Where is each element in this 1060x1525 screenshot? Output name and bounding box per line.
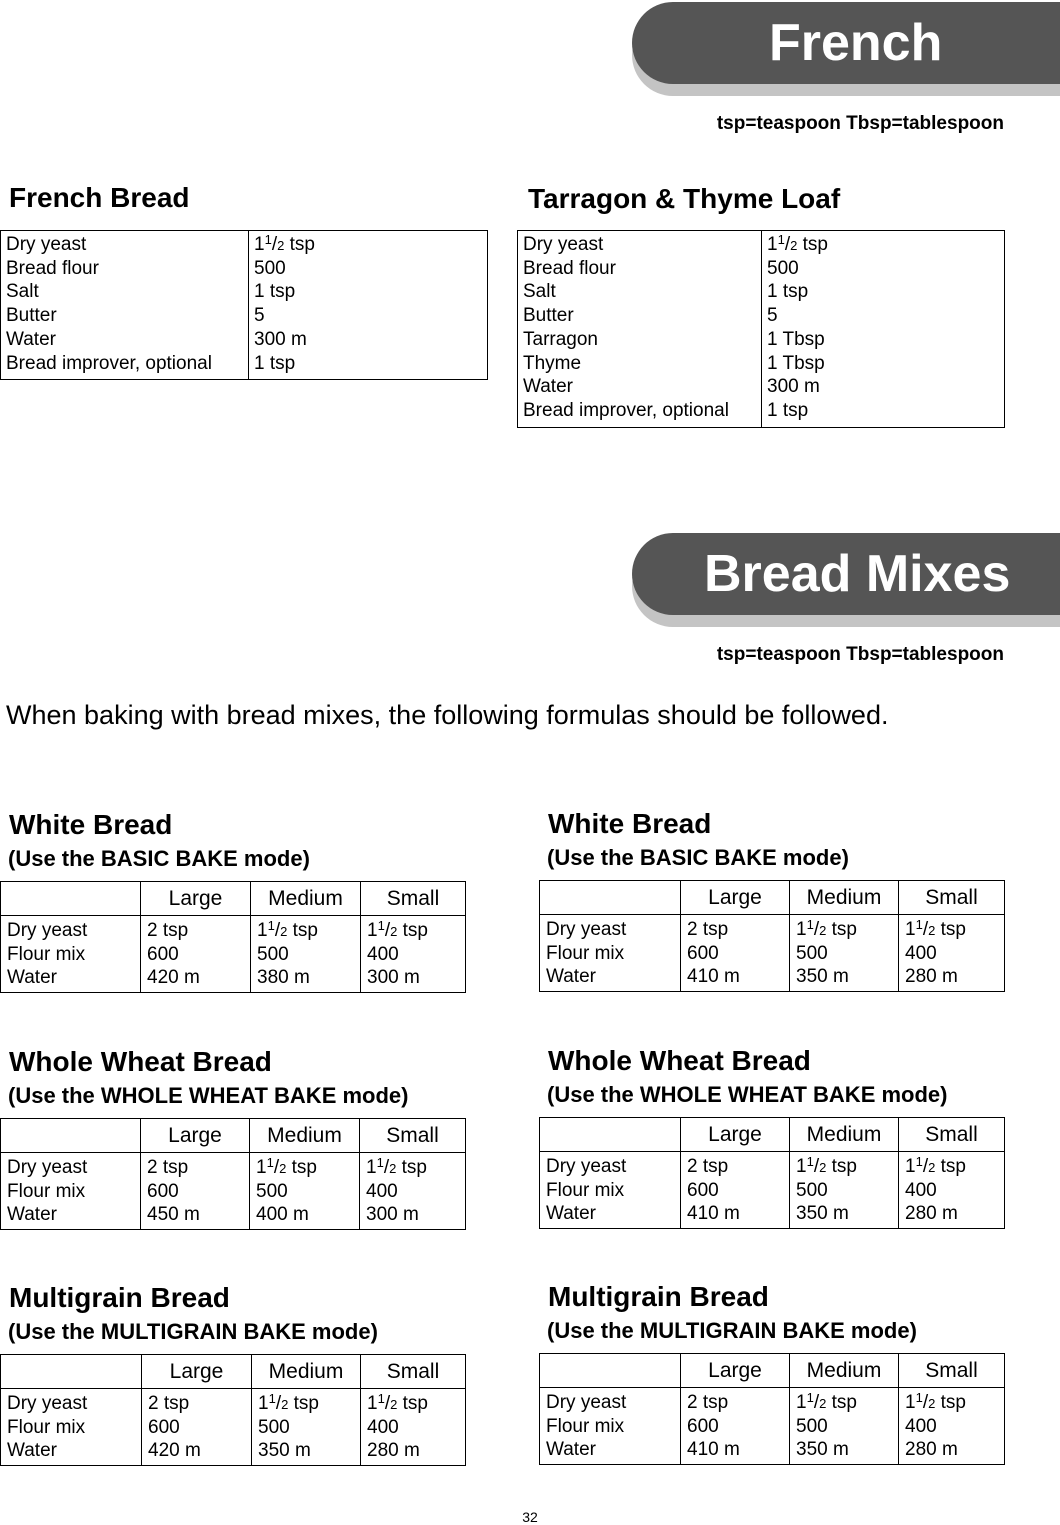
ingredient-amount: 300 m bbox=[254, 328, 307, 350]
column-header: Small bbox=[361, 882, 466, 916]
ingredient-name: Water bbox=[7, 1440, 57, 1461]
amount-cell: 2 tsp bbox=[147, 920, 189, 941]
column-header: Large bbox=[681, 881, 790, 915]
medium-amounts bbox=[790, 915, 899, 992]
medium-amounts bbox=[252, 1389, 361, 1466]
mode-note: (Use the MULTIGRAIN BAKE mode) bbox=[8, 1319, 378, 1344]
ingredient-amount: $1^1/2$ tsp bbox=[767, 232, 828, 255]
column-header: Large bbox=[141, 882, 251, 916]
amount-cell: $1^1/2$ tsp bbox=[256, 1155, 317, 1178]
column-header: Small bbox=[360, 1119, 466, 1153]
mix-table bbox=[539, 1353, 1005, 1465]
column-header: Large bbox=[142, 1355, 252, 1389]
small-amounts bbox=[899, 1152, 1005, 1229]
amount-cell: 420 m bbox=[148, 1440, 201, 1461]
amount-cell: $1^1/2$ tsp bbox=[367, 1391, 428, 1414]
ingredient-name: Bread flour bbox=[523, 257, 616, 279]
mode-note: (Use the MULTIGRAIN BAKE mode) bbox=[547, 1318, 917, 1343]
ingredient-name: Bread improver, optional bbox=[6, 352, 212, 374]
recipe-title: Tarragon & Thyme Loaf bbox=[528, 183, 841, 214]
amount-cell: 400 bbox=[367, 1416, 399, 1438]
amount-cell: $1^1/2$ tsp bbox=[905, 1154, 966, 1177]
amount-cell: 500 bbox=[796, 1179, 828, 1201]
column-header: Large bbox=[681, 1118, 790, 1152]
ingredient-amount: $1^1/2$ tsp bbox=[254, 232, 315, 255]
ingredient-amount: 1 tsp bbox=[254, 281, 296, 303]
ingredient-amount: 500 bbox=[254, 257, 286, 279]
column-header: Large bbox=[141, 1119, 250, 1153]
mix-table bbox=[539, 1117, 1005, 1229]
mode-note: (Use the WHOLE WHEAT BAKE mode) bbox=[547, 1082, 948, 1107]
amount-cell: 350 m bbox=[796, 1439, 849, 1460]
ingredient-name: Bread flour bbox=[6, 257, 99, 279]
amount-cell: 600 bbox=[148, 1416, 180, 1438]
amount-cell: 380 m bbox=[257, 967, 310, 988]
mix-title: Multigrain Bread bbox=[9, 1282, 230, 1313]
mix-title: Multigrain Bread bbox=[548, 1281, 769, 1312]
amount-cell: 2 tsp bbox=[687, 919, 729, 940]
ingredient-names bbox=[1, 1153, 141, 1230]
ingredient-names bbox=[540, 1152, 681, 1229]
large-amounts bbox=[681, 915, 790, 992]
intro-text: When baking with bread mixes, the following formulas should be followed. bbox=[6, 700, 889, 730]
column-header: Medium bbox=[252, 1355, 361, 1389]
amount-cell: $1^1/2$ tsp bbox=[796, 1154, 857, 1177]
french-tab bbox=[632, 2, 1060, 84]
header-blank bbox=[540, 881, 681, 915]
ingredient-name: Dry yeast bbox=[7, 1393, 88, 1414]
mode-note: (Use the BASIC BAKE mode) bbox=[547, 845, 849, 870]
ingredient-names bbox=[1, 231, 249, 380]
amount-cell: 400 bbox=[905, 942, 937, 964]
amount-cell: 600 bbox=[147, 1180, 179, 1202]
ingredient-amount: 5 bbox=[767, 305, 778, 327]
ingredient-name: Salt bbox=[523, 281, 556, 303]
column-header: Large bbox=[681, 1354, 790, 1388]
ingredient-name: Water bbox=[546, 966, 596, 987]
amount-cell: 2 tsp bbox=[147, 1157, 189, 1178]
bread-mixes-tab bbox=[632, 533, 1060, 615]
amount-cell: $1^1/2$ tsp bbox=[258, 1391, 319, 1414]
amount-cell: 600 bbox=[687, 1179, 719, 1201]
amount-cell: 2 tsp bbox=[148, 1393, 190, 1414]
ingredient-names bbox=[540, 915, 681, 992]
ingredient-name: Dry yeast bbox=[546, 919, 627, 940]
header-blank bbox=[1, 1355, 142, 1389]
ingredient-name: Flour mix bbox=[7, 943, 86, 965]
amount-cell: 600 bbox=[147, 943, 179, 965]
amount-cell: 300 m bbox=[366, 1204, 419, 1225]
ingredient-name: Bread improver, optional bbox=[523, 399, 729, 421]
amount-cell: 500 bbox=[796, 942, 828, 964]
section-title: French bbox=[769, 14, 943, 72]
column-header: Medium bbox=[790, 1354, 899, 1388]
amount-cell: $1^1/2$ tsp bbox=[366, 1155, 427, 1178]
mix-title: Whole Wheat Bread bbox=[9, 1046, 272, 1077]
amount-cell: 280 m bbox=[905, 1439, 958, 1460]
amount-cell: 300 m bbox=[367, 967, 420, 988]
ingredient-amount: 300 m bbox=[767, 376, 820, 398]
amount-cell: 2 tsp bbox=[687, 1156, 729, 1177]
recipe-title: French Bread bbox=[9, 182, 190, 213]
column-header: Small bbox=[899, 1118, 1005, 1152]
amount-cell: 410 m bbox=[687, 1203, 740, 1224]
ingredient-name: Water bbox=[523, 376, 573, 398]
column-header: Medium bbox=[251, 882, 361, 916]
ingredient-name: Butter bbox=[6, 305, 57, 327]
ingredient-amount: 1 Tbsp bbox=[767, 328, 825, 350]
ingredient-name: Dry yeast bbox=[7, 920, 88, 941]
amount-cell: $1^1/2$ tsp bbox=[905, 1390, 966, 1413]
ingredient-table bbox=[0, 230, 488, 380]
mix-table bbox=[0, 1118, 466, 1230]
small-amounts bbox=[361, 1389, 466, 1466]
amount-cell: 2 tsp bbox=[687, 1392, 729, 1413]
amount-cell: $1^1/2$ tsp bbox=[796, 917, 857, 940]
section-title: Bread Mixes bbox=[704, 545, 1011, 603]
ingredient-name: Dry yeast bbox=[7, 1157, 88, 1178]
ingredient-name: Tarragon bbox=[523, 328, 598, 350]
mix-title: Whole Wheat Bread bbox=[548, 1045, 811, 1076]
amount-cell: 420 m bbox=[147, 967, 200, 988]
ingredient-name: Water bbox=[7, 1204, 57, 1225]
ingredient-names bbox=[1, 916, 141, 993]
large-amounts bbox=[141, 1153, 250, 1230]
mix-table bbox=[0, 881, 466, 993]
amount-cell: 410 m bbox=[687, 1439, 740, 1460]
amount-cell: $1^1/2$ tsp bbox=[905, 917, 966, 940]
amount-cell: $1^1/2$ tsp bbox=[257, 918, 318, 941]
ingredient-name: Water bbox=[6, 328, 56, 350]
amount-cell: 600 bbox=[687, 1415, 719, 1437]
amount-cell: 280 m bbox=[367, 1440, 420, 1461]
ingredient-name: Flour mix bbox=[546, 1179, 625, 1201]
amount-cell: 400 m bbox=[256, 1204, 309, 1225]
amount-cell: 400 bbox=[366, 1180, 398, 1202]
measure-legend: tsp=teaspoon Tbsp=tablespoon bbox=[716, 113, 1004, 134]
ingredient-names bbox=[1, 1389, 142, 1466]
small-amounts bbox=[361, 916, 466, 993]
ingredient-names bbox=[540, 1388, 681, 1465]
measure-legend: tsp=teaspoon Tbsp=tablespoon bbox=[716, 644, 1004, 665]
amount-cell: 400 bbox=[367, 943, 399, 965]
ingredient-amounts bbox=[249, 231, 488, 380]
amount-cell: 280 m bbox=[905, 1203, 958, 1224]
ingredient-amount: 1 tsp bbox=[767, 281, 809, 303]
mix-title: White Bread bbox=[548, 808, 712, 839]
amount-cell: 410 m bbox=[687, 966, 740, 987]
column-header: Medium bbox=[790, 1118, 899, 1152]
medium-amounts bbox=[251, 916, 361, 993]
ingredient-name: Flour mix bbox=[546, 942, 625, 964]
amount-cell: 600 bbox=[687, 942, 719, 964]
ingredient-name: Salt bbox=[6, 281, 39, 303]
column-header: Small bbox=[361, 1355, 466, 1389]
medium-amounts bbox=[250, 1153, 360, 1230]
header-blank bbox=[1, 882, 141, 916]
amount-cell: 400 bbox=[905, 1415, 937, 1437]
ingredient-amounts bbox=[762, 231, 1005, 428]
medium-amounts bbox=[790, 1152, 899, 1229]
amount-cell: 350 m bbox=[796, 1203, 849, 1224]
ingredient-name: Water bbox=[546, 1203, 596, 1224]
amount-cell: 500 bbox=[796, 1415, 828, 1437]
ingredient-name: Water bbox=[7, 967, 57, 988]
ingredient-name: Thyme bbox=[523, 352, 582, 374]
amount-cell: 350 m bbox=[258, 1440, 311, 1461]
mode-note: (Use the BASIC BAKE mode) bbox=[8, 846, 310, 871]
amount-cell: 500 bbox=[258, 1416, 290, 1438]
small-amounts bbox=[899, 915, 1005, 992]
page-number: 32 bbox=[522, 1509, 538, 1525]
ingredient-table bbox=[517, 230, 1005, 428]
column-header: Small bbox=[899, 1354, 1005, 1388]
small-amounts bbox=[899, 1388, 1005, 1465]
ingredient-name: Dry yeast bbox=[546, 1392, 627, 1413]
header-blank bbox=[1, 1119, 141, 1153]
large-amounts bbox=[142, 1389, 252, 1466]
large-amounts bbox=[681, 1388, 790, 1465]
ingredient-amount: 500 bbox=[767, 257, 799, 279]
ingredient-name: Flour mix bbox=[546, 1415, 625, 1437]
amount-cell: 450 m bbox=[147, 1204, 200, 1225]
ingredient-name: Water bbox=[546, 1439, 596, 1460]
amount-cell: 400 bbox=[905, 1179, 937, 1201]
ingredient-name: Dry yeast bbox=[6, 234, 87, 255]
ingredient-amount: 1 Tbsp bbox=[767, 352, 825, 374]
ingredient-names bbox=[518, 231, 762, 428]
ingredient-amount: 1 tsp bbox=[254, 352, 296, 374]
mix-table bbox=[539, 880, 1005, 992]
amount-cell: 500 bbox=[256, 1180, 288, 1202]
column-header: Small bbox=[899, 881, 1005, 915]
header-blank bbox=[540, 1118, 681, 1152]
medium-amounts bbox=[790, 1388, 899, 1465]
amount-cell: 500 bbox=[257, 943, 289, 965]
mode-note: (Use the WHOLE WHEAT BAKE mode) bbox=[8, 1083, 409, 1108]
column-header: Medium bbox=[250, 1119, 360, 1153]
ingredient-name: Dry yeast bbox=[523, 234, 604, 255]
ingredient-name: Flour mix bbox=[7, 1416, 86, 1438]
ingredient-name: Butter bbox=[523, 305, 574, 327]
mix-table bbox=[0, 1354, 466, 1466]
ingredient-amount: 5 bbox=[254, 305, 265, 327]
column-header: Medium bbox=[790, 881, 899, 915]
ingredient-amount: 1 tsp bbox=[767, 399, 809, 421]
ingredient-name: Flour mix bbox=[7, 1180, 86, 1202]
ingredient-name: Dry yeast bbox=[546, 1156, 627, 1177]
amount-cell: $1^1/2$ tsp bbox=[796, 1390, 857, 1413]
amount-cell: 350 m bbox=[796, 966, 849, 987]
large-amounts bbox=[141, 916, 251, 993]
header-blank bbox=[540, 1354, 681, 1388]
small-amounts bbox=[360, 1153, 466, 1230]
large-amounts bbox=[681, 1152, 790, 1229]
amount-cell: 280 m bbox=[905, 966, 958, 987]
amount-cell: $1^1/2$ tsp bbox=[367, 918, 428, 941]
mix-title: White Bread bbox=[9, 809, 173, 840]
